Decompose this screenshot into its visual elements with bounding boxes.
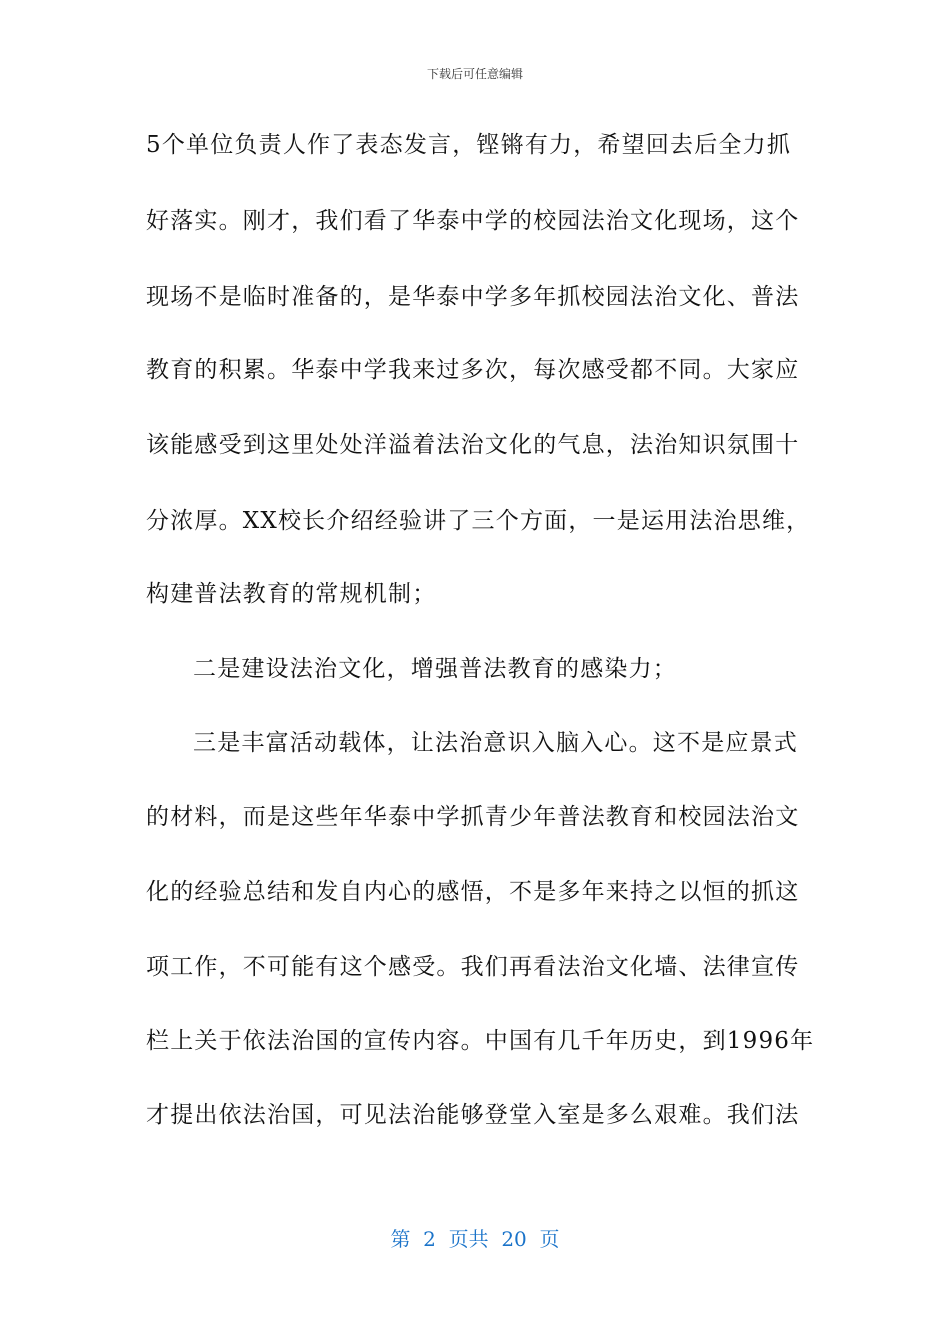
body-line-4: 教育的积累。华泰中学我来过多次，每次感受都不同。大家应 — [146, 357, 800, 383]
body-line-12: 项工作，不可能有这个感受。我们再看法治文化墙、法律宣传 — [146, 954, 800, 980]
body-line-5: 该能感受到这里处处洋溢着法治文化的气息，法治知识氛围十 — [146, 432, 800, 458]
body-line-14: 才提出依法治国，可见法治能够登堂入室是多么艰难。我们法 — [146, 1102, 800, 1128]
body-line-3: 现场不是临时准备的，是华泰中学多年抓校园法治文化、普法 — [146, 284, 800, 310]
body-line-6: 分浓厚。XX校长介绍经验讲了三个方面，一是运用法治思维， — [146, 508, 811, 534]
body-line-13: 栏上关于依法治国的宣传内容。中国有几千年历史，到1996年 — [146, 1028, 815, 1054]
body-line-8: 二是建设法治文化，增强普法教育的感染力； — [193, 656, 677, 682]
page-header-note: 下载后可任意编辑 — [426, 67, 523, 81]
body-line-7: 构建普法教育的常规机制； — [146, 581, 437, 607]
body-line-10: 的材料，而是这些年华泰中学抓青少年普法教育和校园法治文 — [146, 804, 800, 830]
body-line-2: 好落实。刚才，我们看了华泰中学的校园法治文化现场，这个 — [146, 208, 800, 234]
body-line-9: 三是丰富活动载体，让法治意识入脑入心。这不是应景式 — [193, 730, 798, 756]
body-line-11: 化的经验总结和发自内心的感悟，不是多年来持之以恒的抓这 — [146, 879, 800, 905]
page-number-footer: 第 2 页共 20 页 — [390, 1227, 560, 1251]
body-line-1: 5个单位负责人作了表态发言，铿锵有力，希望回去后全力抓 — [146, 132, 792, 158]
